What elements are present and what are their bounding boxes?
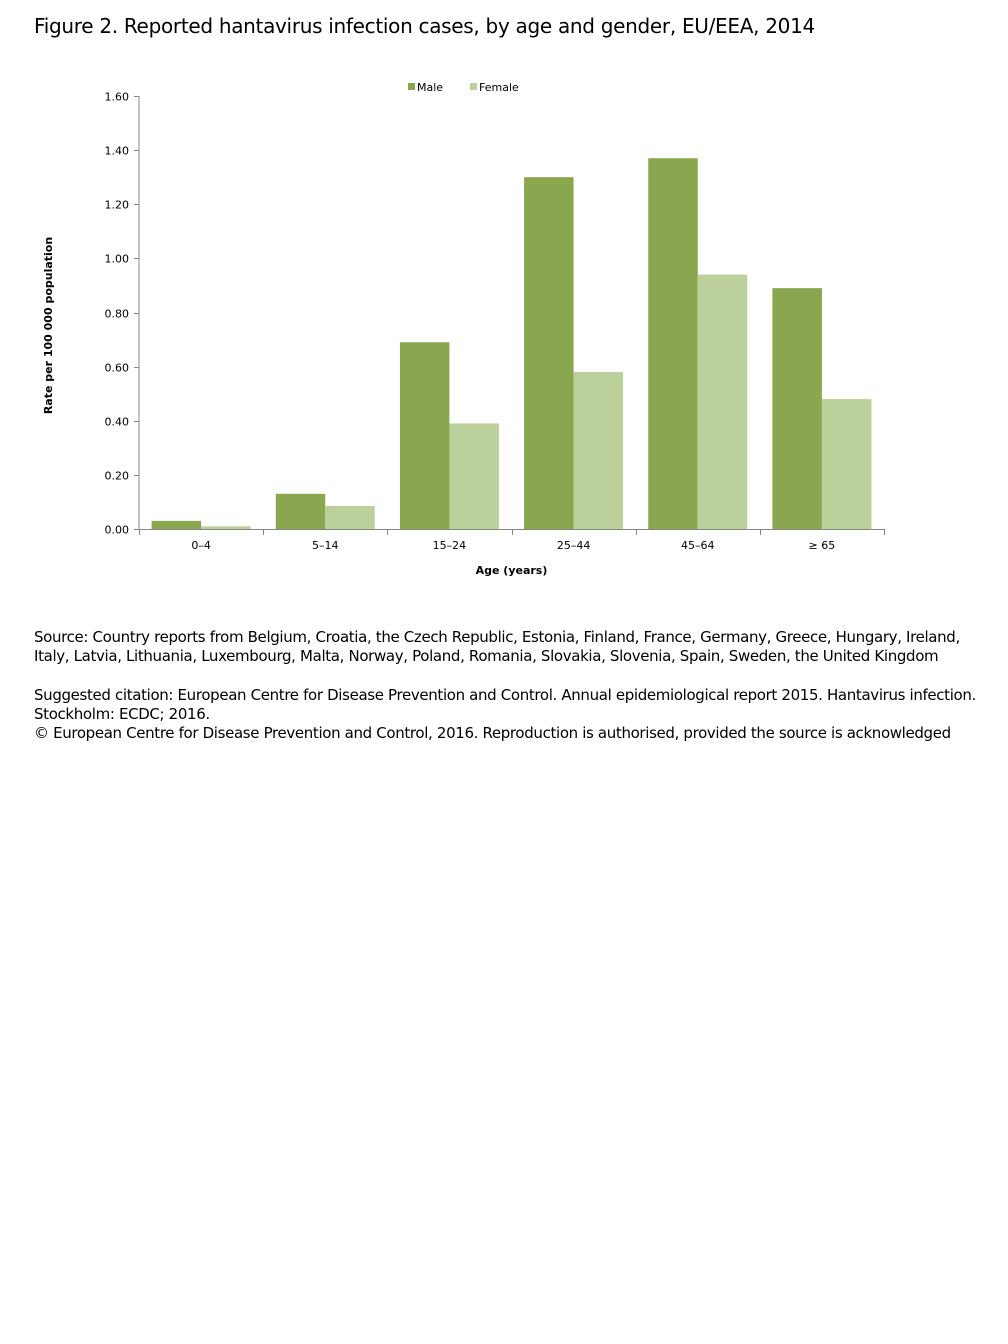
x-axis-title: Age (years) — [475, 564, 548, 577]
bar-female — [201, 526, 251, 529]
bar-male — [772, 288, 822, 529]
x-tick-label: 15–24 — [432, 539, 467, 552]
bar-male — [524, 177, 574, 529]
legend-swatch-female — [470, 83, 477, 90]
source-line-1: Source: Country reports from Belgium, Croatia, the Czech Republic, Estonia, Finland, France, Germany, Greece, Hungary, Ireland, — [34, 628, 960, 646]
bar-male — [648, 158, 698, 529]
citation-note — [34, 686, 976, 743]
y-axis-title: Rate per 100 000 population — [42, 236, 55, 415]
legend-swatch-male — [408, 83, 415, 90]
bar-male — [152, 521, 202, 529]
y-tick-label: 0.20 — [104, 469, 129, 483]
x-tick-label: 5–14 — [312, 539, 339, 552]
bar-female — [449, 423, 499, 529]
bar-female — [574, 372, 624, 529]
bar-male — [400, 342, 450, 529]
y-tick-label: 1.20 — [104, 198, 129, 212]
figure-title: Figure 2. Reported hantavirus infection cases, by age and gender, EU/EEA, 2014 — [34, 14, 815, 38]
y-tick-label: 1.40 — [104, 144, 129, 158]
x-tick-label: 25–44 — [556, 539, 591, 552]
bar-female — [822, 399, 872, 529]
y-tick-label: 0.60 — [104, 361, 129, 375]
y-tick-label: 0.40 — [104, 415, 129, 429]
source-line-2: Italy, Latvia, Lithuania, Luxembourg, Malta, Norway, Poland, Romania, Slovakia, Slovenia, Spain, Sweden, the United Kingdom — [34, 647, 939, 665]
y-tick-label: 0.80 — [104, 307, 129, 321]
bar-chart — [0, 0, 1008, 600]
x-tick-label: 0–4 — [191, 539, 211, 552]
x-tick-label: 45–64 — [681, 539, 715, 552]
legend-label-female: Female — [479, 81, 519, 94]
citation-line-1: Suggested citation: European Centre for Disease Prevention and Control. Annual epidemiological report 2015. Hantavirus infection. — [34, 686, 976, 704]
y-tick-label: 1.00 — [104, 252, 129, 266]
legend-label-male: Male — [417, 81, 444, 94]
y-tick-label: 1.60 — [104, 90, 129, 104]
bar-female — [698, 275, 748, 529]
citation-line-2: Stockholm: ECDC; 2016. — [34, 705, 210, 723]
copyright-line: © European Centre for Disease Prevention and Control, 2016. Reproduction is authorised, provided the source is acknowledged — [34, 724, 951, 742]
y-tick-label: 0.00 — [104, 523, 129, 537]
source-note — [34, 628, 960, 666]
bar-female — [325, 506, 375, 529]
bar-male — [276, 494, 326, 529]
x-tick-label: ≥ 65 — [808, 539, 836, 552]
